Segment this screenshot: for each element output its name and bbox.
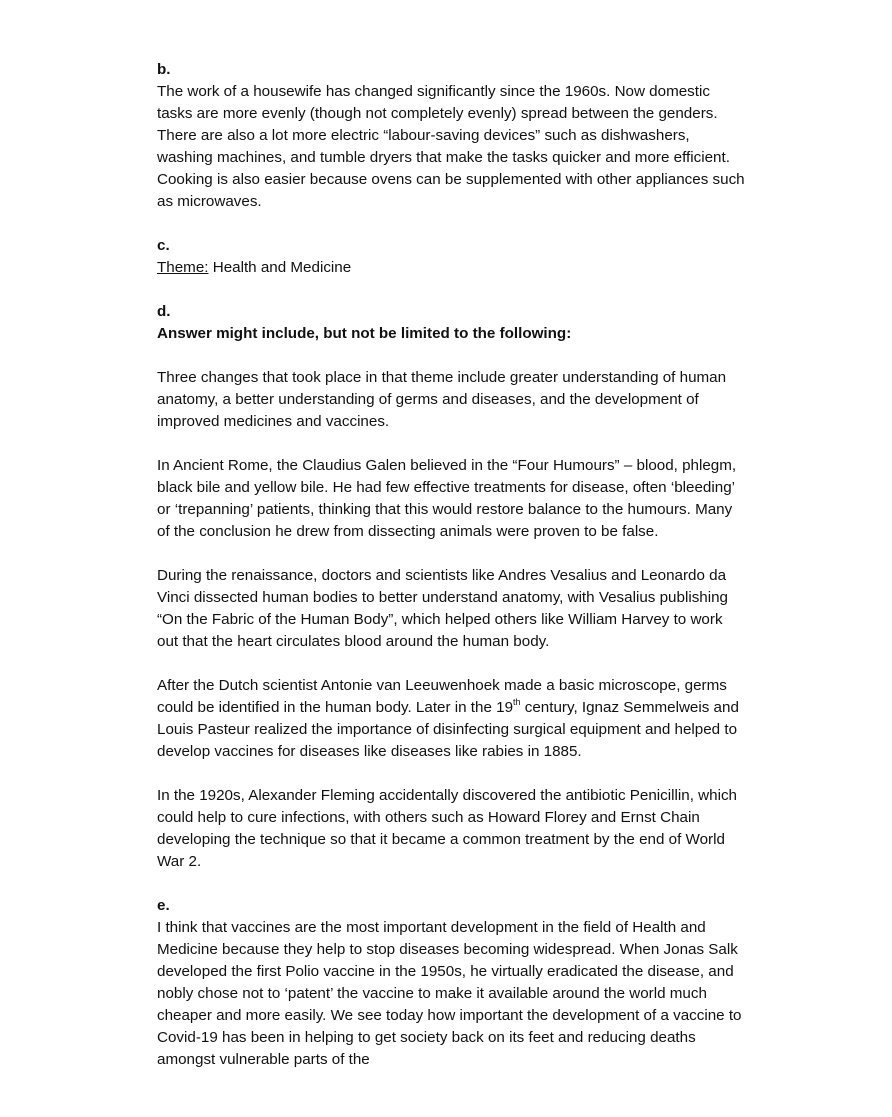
spacer	[157, 345, 747, 367]
section-d-paragraph-1: Three changes that took place in that theme include greater understanding of human anatomy, a better understanding of germs and diseases, and the development of improved medicines and vaccines.	[157, 369, 727, 430]
section-d-paragraph-3: During the renaissance, doctors and scientists like Andres Vesalius and Leonardo da Vinci dissected human bodies to better understand anatomy, with Vesalius publishing “On the Fabric of the Human Body”, which helped others like William Harvey to work out that the heart circulates blood around the human body.	[157, 567, 729, 650]
theme-label: Theme:	[157, 259, 209, 276]
spacer	[157, 763, 747, 785]
spacer	[157, 213, 747, 235]
spacer	[157, 279, 747, 301]
section-d-paragraph-2: In Ancient Rome, the Claudius Galen believed in the “Four Humours” – blood, phlegm, black bile and yellow bile. He had few effective treatments for disease, often ‘bleeding’ or ‘trepanning’ patients, thinking that this would restore balance to the humours. Many of the conclusion he drew from dissecting animals were proven to be false.	[157, 457, 737, 540]
section-d-label: d.	[157, 303, 171, 320]
spacer	[157, 433, 747, 455]
section-d-intro: Answer might include, but not be limited to the following:	[157, 325, 572, 342]
spacer	[157, 873, 747, 895]
section-d-paragraph-4	[157, 675, 747, 763]
section-e-paragraph: I think that vaccines are the most important development in the field of Health and Medicine because they help to stop diseases becoming widespread. When Jonas Salk developed the first Polio vaccine in the 1950s, he virtually eradicated the disease, and nobly chose not to ‘patent’ the vaccine to make it available around the world much cheaper and more easily. We see today how important the development of a vaccine to Covid-19 has been in helping to get society back on its feet and reducing deaths amongst vulnerable parts of the	[157, 919, 742, 1068]
ordinal-suffix: th	[513, 696, 521, 707]
section-b-paragraph: The work of a housewife has changed significantly since the 1960s. Now domestic tasks are more evenly (though not completely evenly) spread between the genders. There are also a lot more electric “labour-saving devices” such as dishwashers, washing machines, and tumble dryers that make the tasks quicker and more efficient. Cooking is also easier because ovens can be supplemented with other appliances such as microwaves.	[157, 83, 745, 210]
paragraph-4-text-end: century, Ignaz Semmelweis and Louis Pasteur realized the importance of disinfecting surgical equipment and helped to develop vaccines for diseases like diseases like rabies in 1885.	[157, 699, 739, 760]
section-c-label: c.	[157, 237, 170, 254]
section-b-label: b.	[157, 61, 171, 78]
section-d-paragraph-5: In the 1920s, Alexander Fleming accidentally discovered the antibiotic Penicillin, which could help to cure infections, with others such as Howard Florey and Ernst Chain developing the technique so that it became a common treatment by the end of World War 2.	[157, 787, 737, 870]
spacer	[157, 653, 747, 675]
theme-line	[157, 257, 747, 279]
section-e-label: e.	[157, 897, 170, 914]
document-content	[157, 59, 747, 1071]
paragraph-4-text-start: After the Dutch scientist Antonie van Leeuwenhoek made a basic microscope, germs could be identified in the human body. Later in the 19	[157, 677, 727, 716]
spacer	[157, 543, 747, 565]
theme-value: Health and Medicine	[208, 259, 352, 276]
